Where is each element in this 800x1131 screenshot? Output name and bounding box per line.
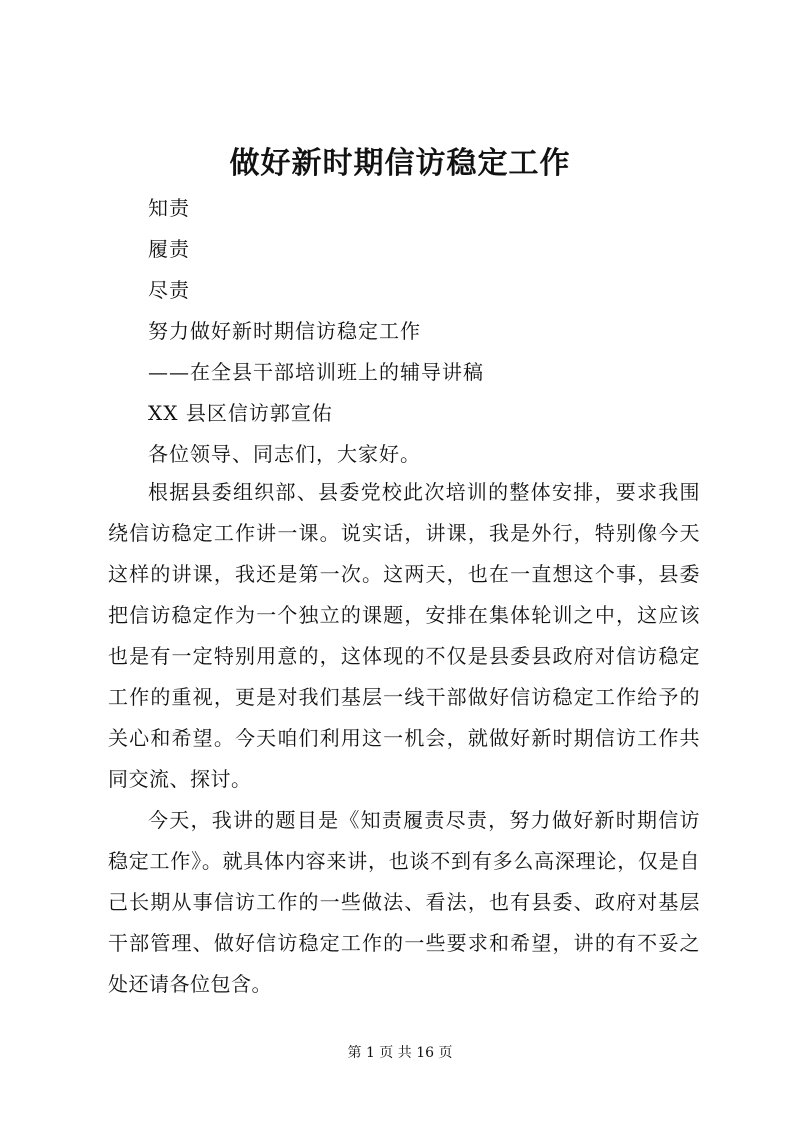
heading-line-perform: 履责 bbox=[148, 237, 190, 261]
page-number-footer: 第 1 页 共 16 页 bbox=[347, 1045, 453, 1061]
body-text bbox=[108, 472, 700, 1005]
occasion-line: ——在全县干部培训班上的辅导讲稿 bbox=[148, 360, 484, 384]
heading-line-know: 知责 bbox=[148, 196, 190, 220]
body-paragraph: 根据县委组织部、县委党校此次培训的整体安排，要求我围绕信访稳定工作讲一课。说实话，讲课，我是外行，特别像今天这样的讲课，我还是第一次。这两天，也在一直想这个事，县委把信访稳定作为一个独立的课题，安排在集体轮训之中，这应该也是有一定特别用意的，这体现的不仅是县委县政府对信访稳定工作的重视，更是对我们基层一线干部做好信访稳定工作给予的关心和希望。今天咱们利用这一机会，就做好新时期信访工作共同交流、探讨。 bbox=[108, 480, 700, 791]
document-title: 做好新时期信访稳定工作 bbox=[229, 146, 571, 181]
author-line: XX 县区信访郭宣佑 bbox=[148, 401, 333, 425]
heading-line-fulfill: 尽责 bbox=[148, 278, 190, 302]
subtitle-line: 努力做好新时期信访稳定工作 bbox=[148, 319, 421, 343]
heading-lines bbox=[148, 188, 708, 475]
greeting-line: 各位领导、同志们，大家好。 bbox=[148, 442, 421, 466]
body-paragraph: 今天，我讲的题目是《知责履责尽责，努力做好新时期信访稳定工作》。就具体内容来讲，也谈不到有多么高深理论，仅是自己长期从事信访工作的一些做法、看法，也有县委、政府对基层干部管理、做好信访稳定工作的一些要求和希望，讲的有不妥之处还请各位包含。 bbox=[108, 808, 700, 996]
